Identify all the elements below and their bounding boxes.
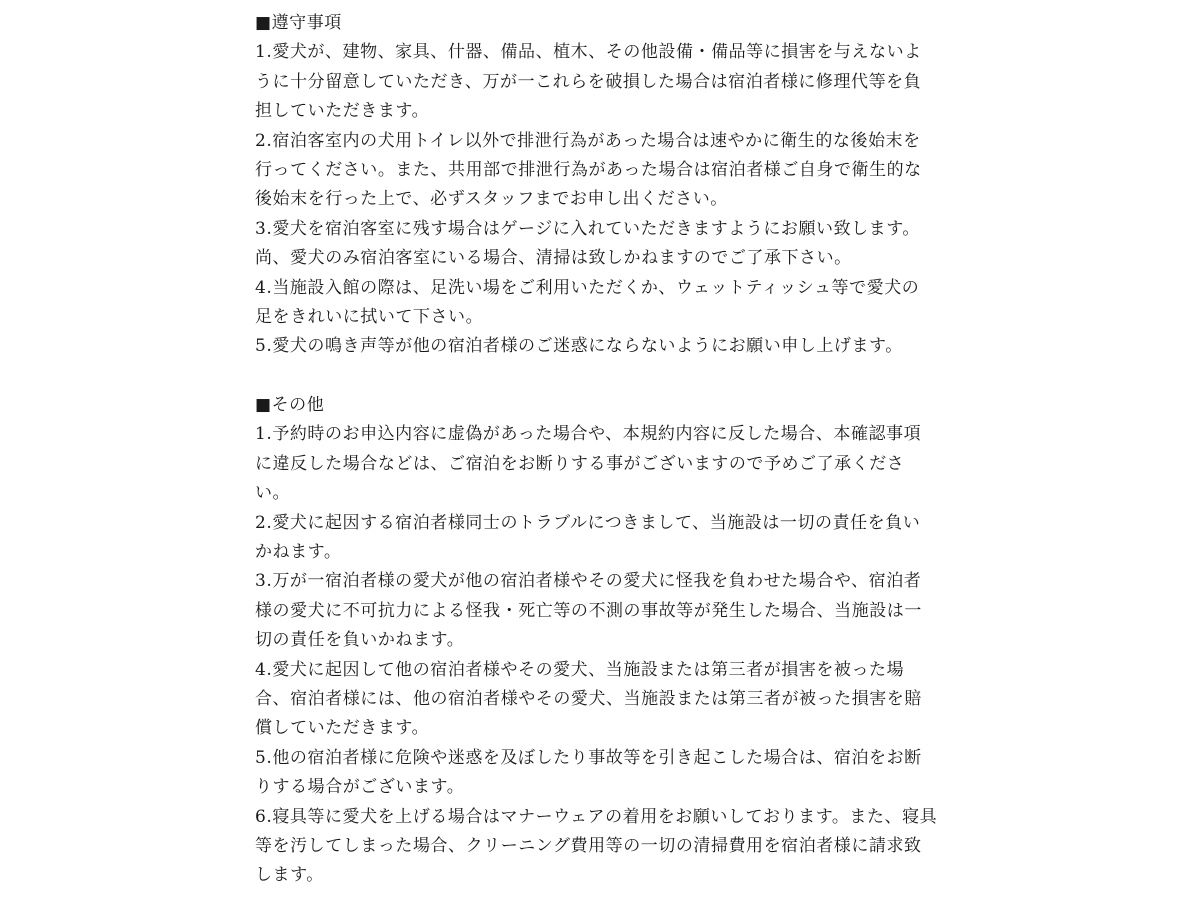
item-line: 行ってください。また、共用部で排泄行為があった場合は宿泊者様ご自身で衛生的な <box>255 159 922 180</box>
item-line: りする場合がございます。 <box>255 777 465 798</box>
item-line: 4.当施設入館の際は、足洗い場をご利用いただくか、ウェットティッシュ等で愛犬の <box>255 277 920 298</box>
item-line: 等を汚してしまった場合、クリーニング費用等の一切の清掃費用を宿泊者様に請求致 <box>255 835 922 856</box>
item-line: 後始末を行った上で、必ずスタッフまでお申し出ください。 <box>255 189 728 210</box>
other-item-2 <box>255 509 955 568</box>
item-line: に違反した場合などは、ご宿泊をお断りする事がございますので予めご了承くださ <box>255 453 905 474</box>
other-item-5 <box>255 744 955 803</box>
item-line: 6.寝具等に愛犬を上げる場合はマナーウェアの着用をお願いしております。また、寝具 <box>255 806 938 827</box>
other-item-3 <box>255 567 955 655</box>
item-line: 2.愛犬に起因する宿泊者様同士のトラブルにつきまして、当施設は一切の責任を負い <box>255 512 921 533</box>
item-line: 3.愛犬を宿泊客室に残す場合はゲージに入れていただきますようにお願い致します。 <box>255 218 920 239</box>
compliance-item-5 <box>255 332 955 361</box>
compliance-item-3 <box>255 215 955 274</box>
document-body <box>255 9 955 891</box>
item-line: 1.愛犬が、建物、家具、什器、備品、植木、その他設備・備品等に損害を与えないよ <box>255 42 922 63</box>
item-line: い。 <box>255 483 291 504</box>
item-line: 担していただきます。 <box>255 101 430 122</box>
compliance-item-4 <box>255 274 955 333</box>
item-line: 様の愛犬に不可抗力による怪我・死亡等の不測の事故等が発生した場合、当施設は一 <box>255 600 922 621</box>
item-line: 合、宿泊者様には、他の宿泊者様やその愛犬、当施設または第三者が被った損害を賠 <box>255 688 922 709</box>
item-line: うに十分留意していただき、万が一これらを破損した場合は宿泊者様に修理代等を負 <box>255 71 922 92</box>
other-item-1 <box>255 420 955 508</box>
item-line: 尚、愛犬のみ宿泊客室にいる場合、清掃は致しかねますのでご了承下さい。 <box>255 248 852 269</box>
item-line: 5.愛犬の鳴き声等が他の宿泊者様のご迷惑にならないようにお願い申し上げます。 <box>255 336 903 357</box>
section-heading: ■その他 <box>255 395 325 416</box>
item-line: 償していただきます。 <box>255 718 430 739</box>
item-line: 5.他の宿泊者様に危険や迷惑を及ぼしたり事故等を引き起こした場合は、宿泊をお断 <box>255 747 922 768</box>
section-spacer <box>255 362 955 391</box>
other-item-4 <box>255 656 955 744</box>
item-line: 3.万が一宿泊者様の愛犬が他の宿泊者様やその愛犬に怪我を負わせた場合や、宿泊者 <box>255 571 922 592</box>
section-heading: ■遵守事項 <box>255 13 342 33</box>
other-item-6 <box>255 803 955 891</box>
section-other <box>255 391 955 891</box>
item-line: 切の責任を負いかねます。 <box>255 630 465 651</box>
item-line: します。 <box>255 865 324 886</box>
compliance-item-2 <box>255 127 955 215</box>
item-line: 1.予約時のお申込内容に虚偽があった場合や、本規約内容に反した場合、本確認事項 <box>255 424 922 445</box>
section-compliance <box>255 9 955 362</box>
compliance-item-1 <box>255 38 955 126</box>
item-line: 2.宿泊客室内の犬用トイレ以外で排泄行為があった場合は速やかに衛生的な後始末を <box>255 130 921 151</box>
item-line: 足をきれいに拭いて下さい。 <box>255 306 484 327</box>
item-line: かねます。 <box>255 542 342 563</box>
item-line: 4.愛犬に起因して他の宿泊者様やその愛犬、当施設または第三者が損害を被った場 <box>255 659 905 680</box>
